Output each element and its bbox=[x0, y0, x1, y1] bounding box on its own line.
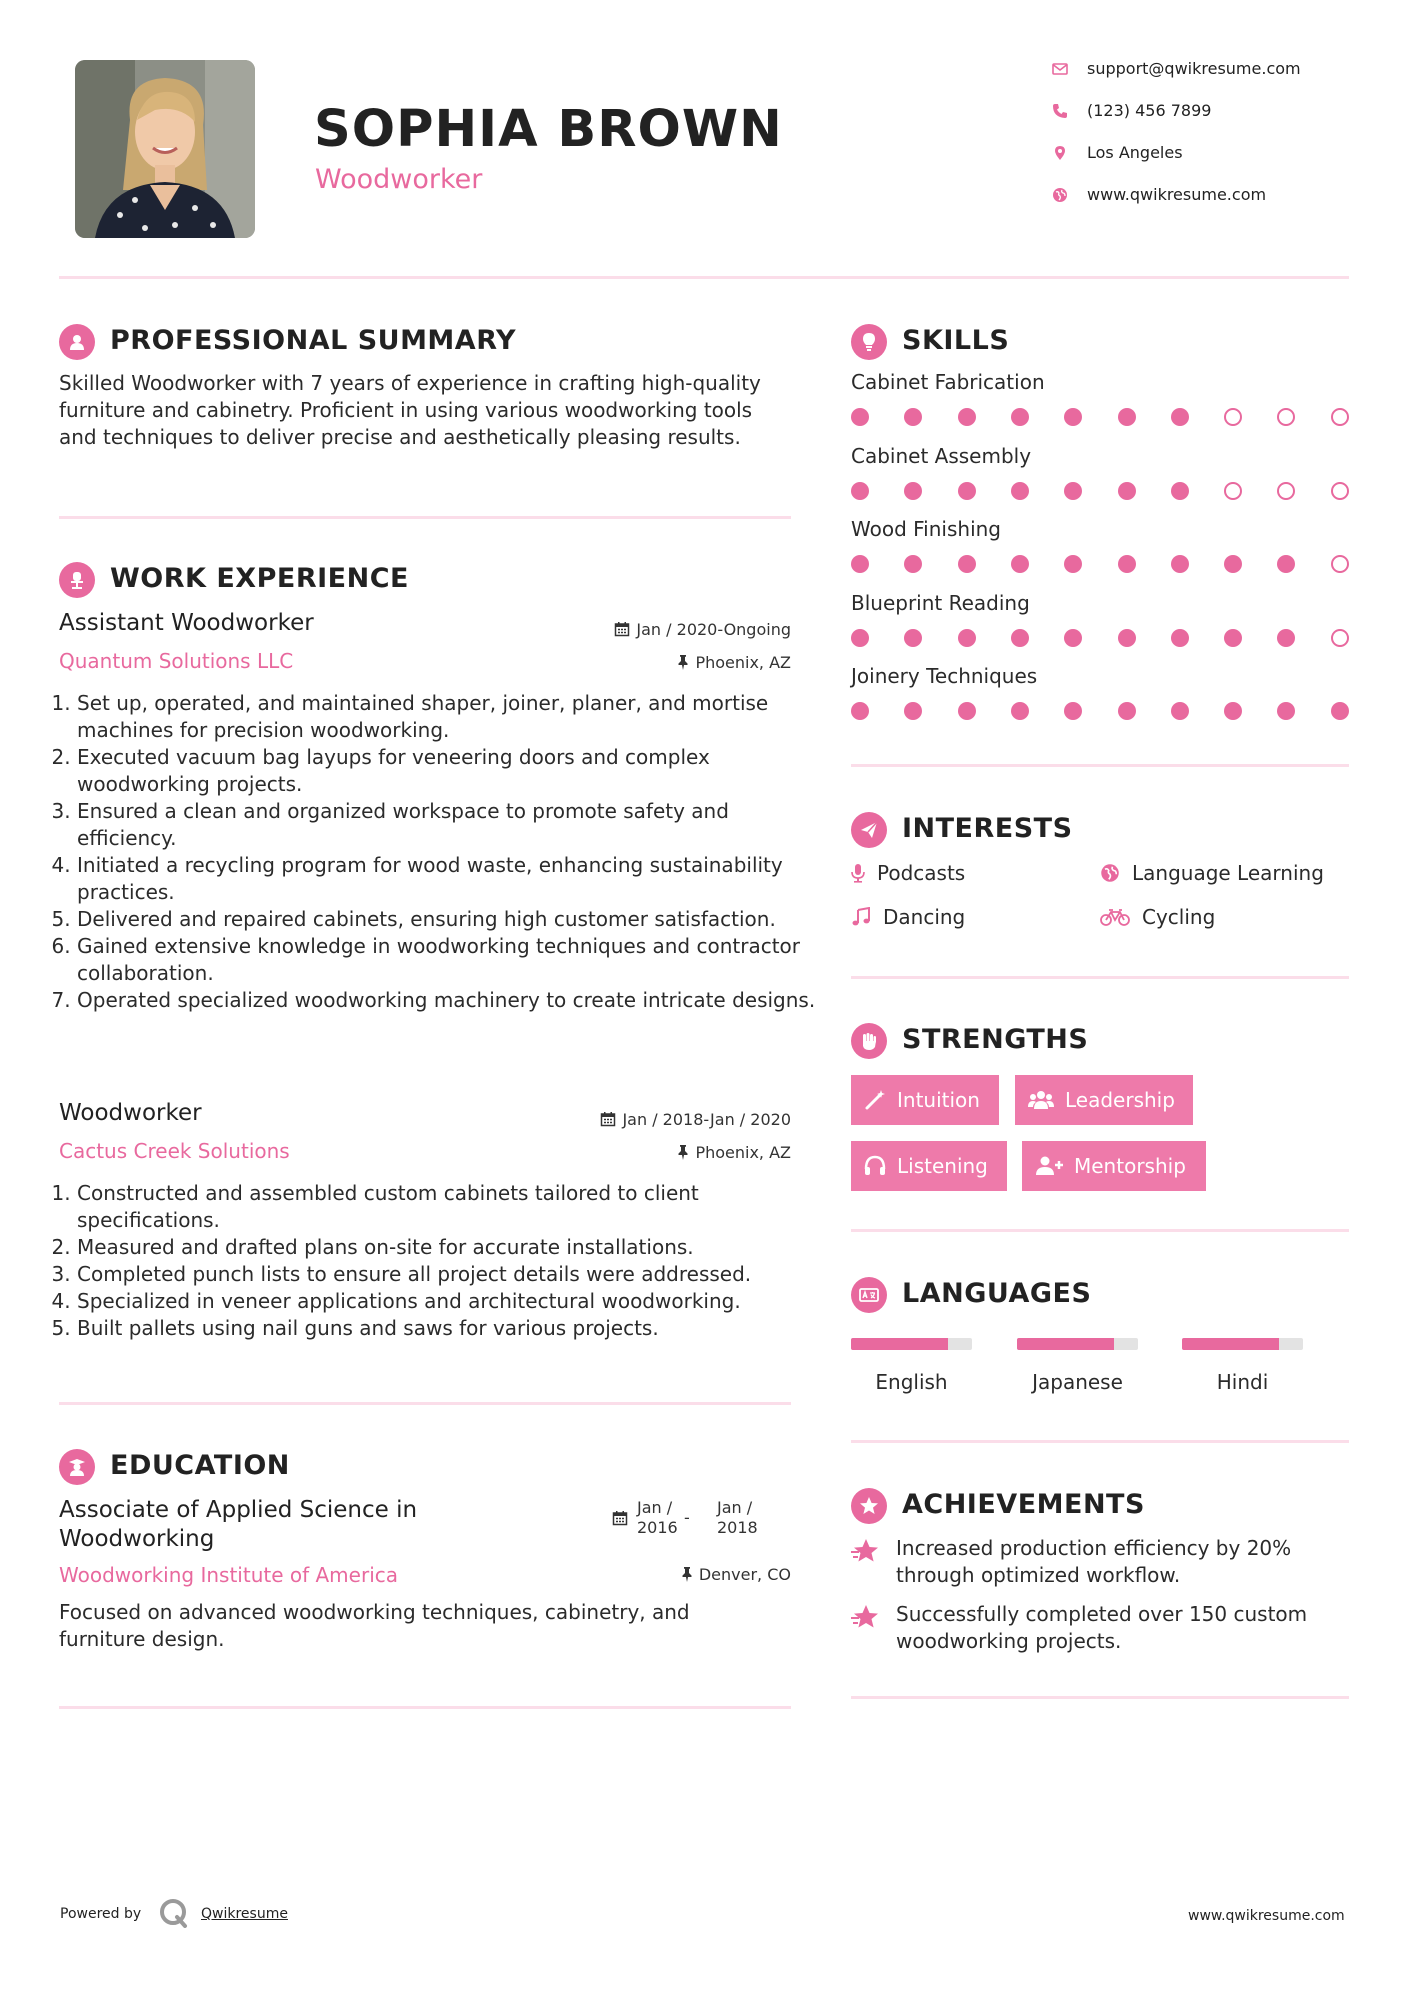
lightbulb-icon bbox=[851, 324, 887, 360]
skill-rating bbox=[851, 482, 1351, 502]
skill-dot-empty bbox=[1331, 629, 1349, 647]
language-level-bar bbox=[1182, 1338, 1303, 1350]
skill-dot-filled bbox=[851, 629, 869, 647]
skills-title: SKILLS bbox=[902, 325, 1010, 356]
skill-dot-filled bbox=[1171, 408, 1189, 426]
user-plus-icon bbox=[1035, 1155, 1063, 1177]
paper-plane-icon bbox=[851, 812, 887, 848]
skill-dot-empty bbox=[1331, 555, 1349, 573]
calendar-icon bbox=[600, 1111, 616, 1127]
skill-dot-filled bbox=[958, 555, 976, 573]
education-title: EDUCATION bbox=[110, 1450, 290, 1481]
skill-dot-filled bbox=[1011, 555, 1029, 573]
pushpin-icon bbox=[677, 1144, 689, 1160]
star-badge-icon bbox=[851, 1488, 887, 1524]
phone-icon bbox=[1052, 103, 1068, 119]
list-item: 3. Completed punch lists to ensure all project details were addressed. bbox=[77, 1261, 817, 1288]
skill-dot-filled bbox=[1064, 629, 1082, 647]
skill-dot-filled bbox=[904, 702, 922, 720]
summary-divider bbox=[59, 516, 791, 519]
list-item: 1. Constructed and assembled custom cabinets tailored to client specifications. bbox=[77, 1180, 817, 1234]
strength-tag-intuition: Intuition bbox=[851, 1075, 999, 1125]
list-item: 6. Gained extensive knowledge in woodworking techniques and contractor collaboration. bbox=[77, 933, 817, 987]
footer-website-link[interactable]: www.qwikresume.com bbox=[1188, 1908, 1345, 1924]
skill-rating bbox=[851, 408, 1351, 428]
job-responsibilities bbox=[57, 1180, 817, 1342]
skill-dot-filled bbox=[1118, 702, 1136, 720]
skill-name: Joinery Techniques bbox=[851, 664, 1038, 688]
calendar-icon bbox=[614, 621, 630, 637]
skill-dot-filled bbox=[1064, 482, 1082, 500]
skill-name: Cabinet Fabrication bbox=[851, 370, 1045, 394]
profile-photo bbox=[75, 60, 255, 238]
skill-dot-filled bbox=[1118, 555, 1136, 573]
education-location: Denver, CO bbox=[681, 1565, 791, 1584]
job-responsibilities bbox=[57, 690, 817, 1014]
experience-divider bbox=[59, 1402, 791, 1405]
list-item: 5. Built pallets using nail guns and saws for various projects. bbox=[77, 1315, 817, 1342]
skills-divider bbox=[851, 764, 1349, 767]
star-icon bbox=[851, 1538, 881, 1564]
skill-dot-filled bbox=[851, 555, 869, 573]
school-name: Woodworking Institute of America bbox=[59, 1563, 399, 1587]
summary-title: PROFESSIONAL SUMMARY bbox=[110, 325, 517, 356]
fist-icon bbox=[851, 1023, 887, 1059]
magic-wand-icon bbox=[864, 1089, 886, 1111]
skill-rating bbox=[851, 702, 1351, 722]
achievements-title: ACHIEVEMENTS bbox=[902, 1489, 1145, 1520]
map-pin-icon bbox=[1052, 145, 1068, 161]
globe-icon bbox=[1100, 863, 1120, 883]
skill-dot-filled bbox=[904, 555, 922, 573]
skill-dot-filled bbox=[1118, 408, 1136, 426]
skill-dot-filled bbox=[1224, 555, 1242, 573]
calendar-icon bbox=[612, 1510, 628, 1526]
language-level-fill bbox=[1017, 1338, 1114, 1350]
skill-dot-empty bbox=[1224, 482, 1242, 500]
list-item: 2. Measured and drafted plans on-site for accurate installations. bbox=[77, 1234, 817, 1261]
briefcase-chair-icon bbox=[59, 562, 95, 598]
candidate-role: Woodworker bbox=[315, 164, 483, 195]
skill-dot-filled bbox=[1064, 555, 1082, 573]
skill-dot-filled bbox=[958, 702, 976, 720]
list-item: 2. Executed vacuum bag layups for veneering doors and complex woodworking projects. bbox=[77, 744, 817, 798]
skill-name: Blueprint Reading bbox=[851, 590, 1030, 615]
job-company: Quantum Solutions LLC bbox=[59, 649, 294, 673]
candidate-name: SOPHIA BROWN bbox=[314, 100, 783, 159]
star-icon bbox=[851, 1604, 881, 1630]
skill-dot-empty bbox=[1277, 482, 1295, 500]
list-item: 7. Operated specialized woodworking machinery to create intricate designs. bbox=[77, 987, 817, 1014]
skill-dot-filled bbox=[851, 408, 869, 426]
skill-dot-filled bbox=[1224, 629, 1242, 647]
skill-dot-filled bbox=[1171, 482, 1189, 500]
list-item: 1. Set up, operated, and maintained shaper, joiner, planer, and mortise machines for precision woodworking. bbox=[77, 690, 817, 744]
skill-dot-filled bbox=[1331, 702, 1349, 720]
achievements-divider bbox=[851, 1696, 1349, 1699]
list-item: 5. Delivered and repaired cabinets, ensuring high customer satisfaction. bbox=[77, 906, 817, 933]
skill-name: Wood Finishing bbox=[851, 517, 1001, 541]
list-item: 4. Initiated a recycling program for wood waste, enhancing sustainability practices. bbox=[77, 852, 817, 906]
skill-name: Cabinet Assembly bbox=[851, 443, 1032, 468]
skill-dot-filled bbox=[1277, 702, 1295, 720]
strength-tag-leadership: Leadership bbox=[1015, 1075, 1193, 1125]
list-item: 3. Ensured a clean and organized workspace to promote safety and efficiency. bbox=[77, 798, 817, 852]
list-item: 4. Specialized in veneer applications and architectural woodworking. bbox=[77, 1288, 817, 1315]
language-card-icon bbox=[851, 1277, 887, 1313]
skill-dot-filled bbox=[1011, 629, 1029, 647]
strength-tag-listening: Listening bbox=[851, 1141, 1007, 1191]
skill-dot-filled bbox=[958, 629, 976, 647]
skill-dot-filled bbox=[904, 482, 922, 500]
job-location: Phoenix, AZ bbox=[677, 653, 791, 672]
skill-rating bbox=[851, 629, 1351, 649]
skill-dot-filled bbox=[904, 629, 922, 647]
skill-dot-filled bbox=[1064, 408, 1082, 426]
language-level-bar bbox=[1017, 1338, 1138, 1350]
qwikresume-logo-icon[interactable] bbox=[158, 1898, 188, 1928]
powered-by-label: Powered by bbox=[60, 1906, 142, 1922]
strengths-divider bbox=[851, 1229, 1349, 1232]
degree-title: Associate of Applied Science in Woodworking bbox=[59, 1497, 418, 1552]
skill-dot-filled bbox=[958, 408, 976, 426]
language-level-fill bbox=[1182, 1338, 1279, 1350]
education-date: Jan / 2016 - Jan / 2018 bbox=[612, 1498, 792, 1542]
skill-rating bbox=[851, 555, 1351, 575]
job-location: Phoenix, AZ bbox=[677, 1143, 791, 1162]
music-note-icon bbox=[851, 907, 871, 927]
language-name: English bbox=[875, 1370, 948, 1394]
user-circle-icon bbox=[59, 324, 95, 360]
skill-dot-filled bbox=[851, 482, 869, 500]
skill-dot-filled bbox=[1011, 482, 1029, 500]
job-company: Cactus Creek Solutions bbox=[59, 1139, 290, 1163]
skill-dot-filled bbox=[1118, 482, 1136, 500]
job-date: Jan / 2018-Jan / 2020 bbox=[600, 1110, 791, 1129]
globe-icon bbox=[1052, 187, 1068, 203]
education-divider bbox=[59, 1706, 791, 1709]
language-name: Japanese bbox=[1032, 1370, 1123, 1394]
skill-dot-empty bbox=[1331, 408, 1349, 426]
skill-dot-empty bbox=[1277, 408, 1295, 426]
job-title: Woodworker bbox=[59, 1100, 202, 1126]
strength-tag-mentorship: Mentorship bbox=[1022, 1141, 1206, 1191]
graduate-icon bbox=[59, 1449, 95, 1485]
summary-text: Skilled Woodworker with 7 years of experience in crafting high-quality furniture and cabinetry. Proficient in using various woodworking tools and techniques to deliver precise and aesthetically pleasing results. bbox=[59, 371, 761, 449]
language-level-fill bbox=[851, 1338, 948, 1350]
languages-divider bbox=[851, 1440, 1349, 1443]
language-name: Hindi bbox=[1216, 1370, 1269, 1394]
job-date: Jan / 2020-Ongoing bbox=[614, 620, 791, 639]
pushpin-icon bbox=[681, 1566, 693, 1582]
headphones-icon bbox=[864, 1155, 886, 1177]
skill-dot-filled bbox=[904, 408, 922, 426]
skill-dot-filled bbox=[1277, 629, 1295, 647]
users-icon bbox=[1028, 1089, 1054, 1111]
experience-title: WORK EXPERIENCE bbox=[110, 563, 409, 594]
achievement-item: Increased production efficiency by 20% through optimized workflow. bbox=[896, 1536, 1292, 1587]
achievement-item: Successfully completed over 150 custom woodworking projects. bbox=[896, 1602, 1308, 1653]
skill-dot-filled bbox=[1171, 555, 1189, 573]
pushpin-icon bbox=[677, 654, 689, 670]
languages-title: LANGUAGES bbox=[902, 1278, 1092, 1309]
skill-dot-filled bbox=[1171, 629, 1189, 647]
interests-divider bbox=[851, 976, 1349, 979]
education-text: Focused on advanced woodworking techniques, cabinetry, and furniture design. bbox=[59, 1600, 690, 1651]
interests-title: INTERESTS bbox=[902, 813, 1073, 844]
job-title: Assistant Woodworker bbox=[59, 610, 314, 636]
skill-dot-filled bbox=[958, 482, 976, 500]
microphone-icon bbox=[851, 863, 865, 883]
skill-dot-filled bbox=[1171, 702, 1189, 720]
skill-dot-empty bbox=[1331, 482, 1349, 500]
skill-dot-filled bbox=[851, 702, 869, 720]
strengths-title: STRENGTHS bbox=[902, 1024, 1089, 1055]
bicycle-icon bbox=[1100, 907, 1130, 927]
skill-dot-filled bbox=[1011, 408, 1029, 426]
skill-dot-filled bbox=[1224, 702, 1242, 720]
language-level-bar bbox=[851, 1338, 972, 1350]
header-divider bbox=[59, 276, 1349, 279]
skill-dot-filled bbox=[1011, 702, 1029, 720]
skill-dot-empty bbox=[1224, 408, 1242, 426]
skill-dot-filled bbox=[1277, 555, 1295, 573]
skill-dot-filled bbox=[1118, 629, 1136, 647]
skill-dot-filled bbox=[1064, 702, 1082, 720]
envelope-icon bbox=[1052, 61, 1068, 77]
qwikresume-link[interactable]: Qwikresume bbox=[201, 1906, 288, 1922]
